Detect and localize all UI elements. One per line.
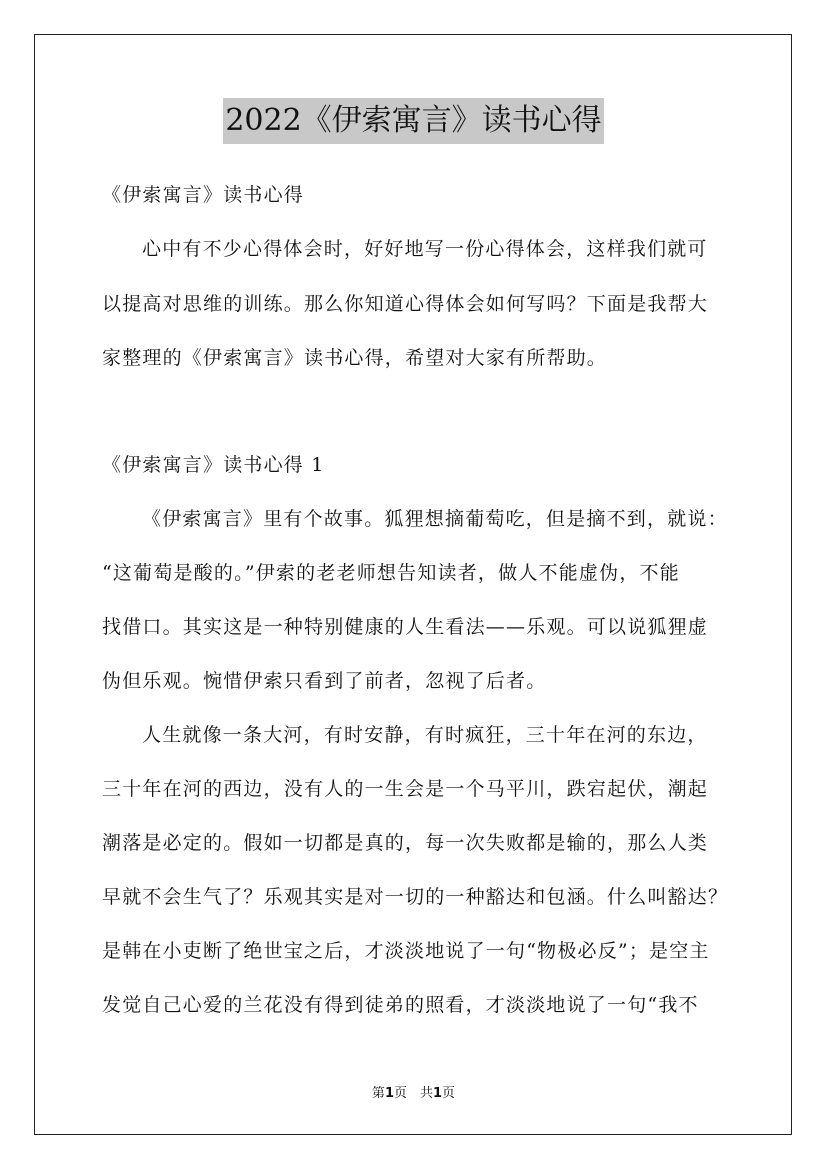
- para2-line-2: 三十年在河的西边，没有人的一生会是一个马平川，跌宕起伏，潮起: [102, 778, 709, 800]
- para1-line-2: “这葡萄是酸的。”伊索的老老师想告知读者，做人不能虚伪，不能: [102, 562, 680, 584]
- document-title: 2022《伊索寓言》读书心得: [223, 98, 603, 144]
- para2-line-3: 潮落是必定的。假如一切都是真的，每一次失败都是输的，那么人类: [102, 832, 709, 854]
- subtitle: 《伊索寓言》读书心得: [102, 184, 305, 206]
- section-heading: 《伊索寓言》读书心得 1: [102, 454, 325, 476]
- footer-page-total: 1: [433, 1086, 443, 1101]
- page-footer: [0, 1082, 827, 1101]
- intro-line-1: 心中有不少心得体会时，好好地写一份心得体会，这样我们就可: [142, 238, 708, 260]
- para1-line-4: 伪但乐观。惋惜伊索只看到了前者，忽视了后者。: [102, 670, 547, 692]
- title-container: [0, 98, 827, 144]
- footer-page-prefix: 第: [371, 1086, 385, 1101]
- para2-line-1: 人生就像一条大河，有时安静，有时疯狂，三十年在河的东边，: [142, 724, 708, 746]
- footer-page-number: 1: [384, 1086, 394, 1101]
- intro-line-3: 家整理的《伊索寓言》读书心得，希望对大家有所帮助。: [102, 347, 608, 369]
- footer-page-suffix: 页: [442, 1086, 456, 1101]
- para2-line-4: 早就不会生气了？乐观其实是对一切的一种豁达和包涵。什么叫豁达？: [102, 886, 729, 908]
- para1-line-1: 《伊索寓言》里有个故事。狐狸想摘葡萄吃，但是摘不到，就说：: [142, 508, 728, 530]
- para1-line-3: 找借口。其实这是一种特别健康的人生看法——乐观。可以说狐狸虚: [102, 616, 709, 638]
- footer-page-mid: 页 共: [393, 1086, 433, 1101]
- para2-line-5: 是韩在小吏断了绝世宝之后，才淡淡地说了一句“物极必反”；是空主: [102, 940, 710, 962]
- para2-line-6: 发觉自己心爱的兰花没有得到徒弟的照看，才淡淡地说了一句“我不: [102, 994, 699, 1016]
- intro-line-2: 以提高对思维的训练。那么你知道心得体会如何写吗？下面是我帮大: [102, 293, 709, 315]
